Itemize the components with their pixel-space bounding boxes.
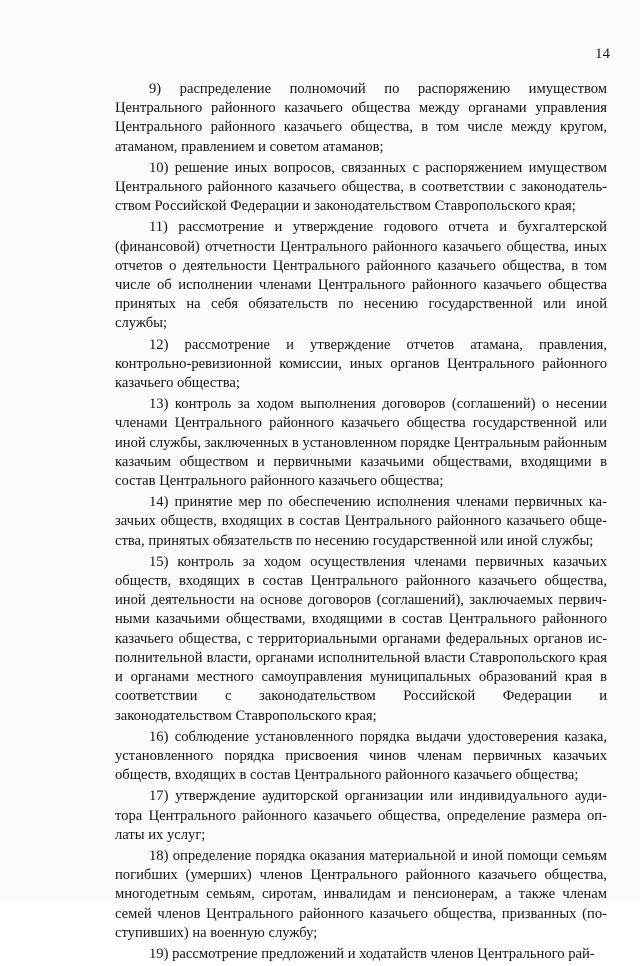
paragraph-item-16: 16) соблюдение установленного порядка выдачи удостоверения казака, установленного порядка присвоения чинов членам первичных казачьих обществ, входящих в состав Центрального районного казачьего общества; xyxy=(115,728,607,784)
paragraph-item-11: 11) рассмотрение и утверждение годового отчета и бухгалтерской (финансовой) отчетности Центрального районного казачьего общества, иных отчетов о деятельности Центрального районного казачьего общества, в том числе об исполнении членами Центрального районного казачьего общества принятых на себя обязательств по несению государственной или иной службы; xyxy=(115,219,607,332)
paragraph-item-15: 15) контроль за ходом осуществления членами первичных казачьих обществ, входящих в состав Центрального районного казачьего общества, иной деятельности на основе договоров (соглашений), заключаемых первичными казачьими обществами, входящими в состав Центрального районного казачьего общества, с территориальными органами федеральных органов исполнительной власти, органами исполнительной власти Ставропольского края и органами местного самоуправления муниципальных образований края в соответствии с законодательством Российской Федерации и законодательством Ставропольского края; xyxy=(115,553,607,724)
paragraph-item-18: 18) определение порядка оказания материальной и иной помощи семьям погибших (умерших) членов Центрального районного казачьего общества, многодетным семьям, сиротам, инвалидам и пенсионерам, а также членам семей членов Центрального районного казачьего общества, призванных (поступивших) на военную службу; xyxy=(115,847,607,941)
document-body xyxy=(115,80,607,966)
paragraph-item-19: 19) рассмотрение предложений и ходатайств членов Центрального рай- xyxy=(149,945,595,962)
paragraph-item-9: 9) распределение полномочий по распоряжению имуществом Центрального районного казачьего общества между органами управления Центрального районного казачьего общества, в том числе между кругом, атаманом, правлением и советом атаманов; xyxy=(115,81,607,155)
paragraph-item-14: 14) принятие мер по обеспечению исполнения членами первичных казачьих обществ, входящих в состав Центрального районного казачьего общества, принятых обязательств по несению государственной или иной службы; xyxy=(115,494,607,549)
paragraph-item-17: 17) утверждение аудиторской организации или индивидуального аудитора Центрального районного казачьего общества, определение размера оплаты их услуг; xyxy=(115,788,607,843)
paragraph-item-13: 13) контроль за ходом выполнения договоров (соглашений) о несении членами Центрального районного казачьего общества государственной или иной службы, заключенных в установленном порядке Центральным районным казачьим обществом и первичными казачьими обществами, входящими в состав Центрального районного казачьего общества; xyxy=(115,396,607,490)
page-number: 14 xyxy=(595,46,610,62)
paragraph-item-12: 12) рассмотрение и утверждение отчетов атамана, правления, контрольно-ревизионной комиссии, иных органов Центрального районного казачьего общества; xyxy=(115,336,607,392)
paragraph-item-10: 10) решение иных вопросов, связанных с распоряжением имуществом Центрального районного казачьего общества, в соответствии с законодательством Российской Федерации и законодательством Ставропольского края; xyxy=(115,159,607,215)
